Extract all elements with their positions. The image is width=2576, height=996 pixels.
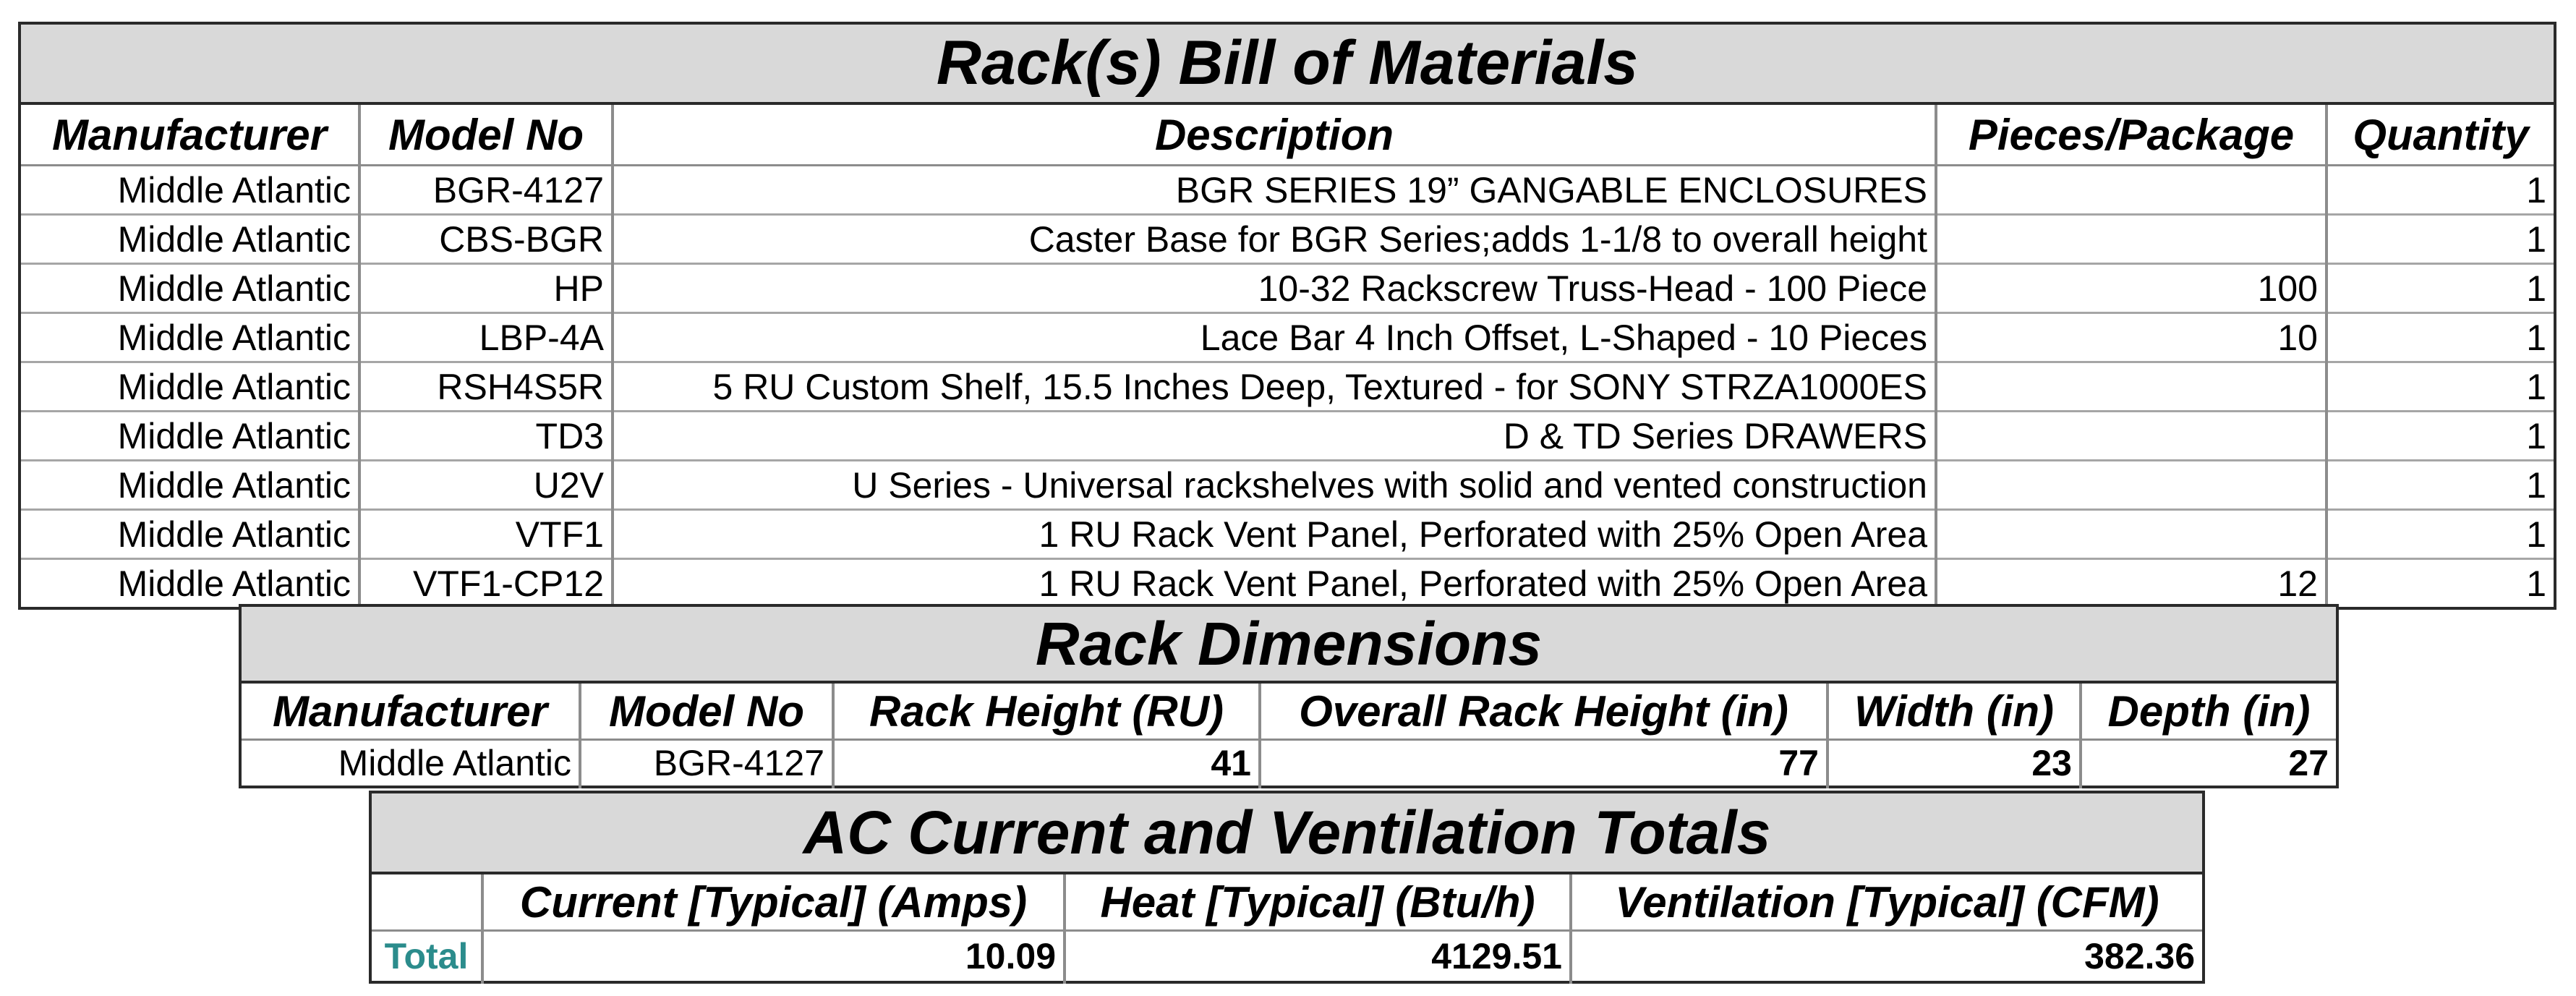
overall-rack-height-cell: 77 <box>1260 740 1827 788</box>
bill-of-materials-table <box>18 22 2556 610</box>
manufacturer-cell: Middle Atlantic <box>20 166 359 215</box>
description-cell: Lace Bar 4 Inch Offset, L-Shaped - 10 Pieces <box>613 313 1936 362</box>
pieces-package-cell <box>1936 166 2326 215</box>
manufacturer-cell: Middle Atlantic <box>20 412 359 461</box>
table-row <box>20 461 2555 510</box>
table-row <box>370 931 2204 983</box>
ventilation-cell: 382.36 <box>1571 931 2204 983</box>
heat-cell: 4129.51 <box>1065 931 1571 983</box>
quantity-cell: 1 <box>2326 510 2555 559</box>
manufacturer-cell: Middle Atlantic <box>338 743 571 783</box>
model-no-cell: VTF1 <box>359 510 613 559</box>
bom-title: Rack(s) Bill of Materials <box>20 23 2555 103</box>
rack-dimensions-table <box>239 604 2339 788</box>
quantity-cell: 1 <box>2326 362 2555 412</box>
description-cell: 1 RU Rack Vent Panel, Perforated with 25% Open Area <box>613 510 1936 559</box>
dim-header-depth: Depth (in) <box>2081 682 2337 740</box>
total-label: Total <box>384 936 469 976</box>
manufacturer-cell: Middle Atlantic <box>20 313 359 362</box>
bom-header-quantity: Quantity <box>2326 103 2555 166</box>
model-no-cell: RSH4S5R <box>359 362 613 412</box>
model-no-cell: BGR-4127 <box>580 740 833 788</box>
manufacturer-cell: Middle Atlantic <box>20 461 359 510</box>
dimensions-header-row <box>240 682 2337 740</box>
table-row <box>20 215 2555 264</box>
pieces-package-cell <box>1936 510 2326 559</box>
bom-header-description: Description <box>613 103 1936 166</box>
dim-header-manufacturer: Manufacturer <box>240 682 580 740</box>
description-cell: Caster Base for BGR Series;adds 1-1/8 to overall height <box>613 215 1936 264</box>
pieces-package-cell <box>1936 461 2326 510</box>
table-row <box>20 510 2555 559</box>
description-cell: D & TD Series DRAWERS <box>613 412 1936 461</box>
table-row <box>20 313 2555 362</box>
quantity-cell: 1 <box>2326 264 2555 313</box>
quantity-cell: 1 <box>2326 166 2555 215</box>
description-cell: 1 RU Rack Vent Panel, Perforated with 25% Open Area <box>613 559 1936 609</box>
table-row <box>20 412 2555 461</box>
bom-header-manufacturer: Manufacturer <box>20 103 359 166</box>
table-row <box>240 740 2337 788</box>
bom-header-model-no: Model No <box>359 103 613 166</box>
rack-dimensions-title: Rack Dimensions <box>240 605 2337 682</box>
manufacturer-cell: Middle Atlantic <box>20 264 359 313</box>
quantity-cell: 1 <box>2326 559 2555 609</box>
rack-height-cell: 41 <box>833 740 1260 788</box>
description-cell: U Series - Universal rackshelves with solid and vented construction <box>613 461 1936 510</box>
dim-header-overall-rack-height: Overall Rack Height (in) <box>1260 682 1827 740</box>
pieces-package-cell: 12 <box>1936 559 2326 609</box>
quantity-cell: 1 <box>2326 412 2555 461</box>
bom-header-row <box>20 103 2555 166</box>
pieces-package-cell <box>1936 215 2326 264</box>
pieces-package-cell: 100 <box>1936 264 2326 313</box>
depth-cell: 27 <box>2081 740 2337 788</box>
dim-header-model-no: Model No <box>580 682 833 740</box>
table-row <box>20 362 2555 412</box>
description-cell: BGR SERIES 19” GANGABLE ENCLOSURES <box>613 166 1936 215</box>
table-row <box>20 166 2555 215</box>
model-no-cell: BGR-4127 <box>359 166 613 215</box>
model-no-cell: HP <box>359 264 613 313</box>
model-no-cell: U2V <box>359 461 613 510</box>
manufacturer-cell: Middle Atlantic <box>20 559 359 609</box>
quantity-cell: 1 <box>2326 461 2555 510</box>
ac-header-heat: Heat [Typical] (Btu/h) <box>1065 873 1571 931</box>
description-cell: 5 RU Custom Shelf, 15.5 Inches Deep, Textured - for SONY STRZA1000ES <box>613 362 1936 412</box>
ac-header-row <box>370 873 2204 931</box>
ac-header-blank <box>370 873 482 931</box>
table-row <box>20 559 2555 609</box>
pieces-package-cell <box>1936 362 2326 412</box>
manufacturer-cell: Middle Atlantic <box>20 215 359 264</box>
dim-header-rack-height: Rack Height (RU) <box>833 682 1260 740</box>
pieces-package-cell: 10 <box>1936 313 2326 362</box>
pieces-package-cell <box>1936 412 2326 461</box>
quantity-cell: 1 <box>2326 215 2555 264</box>
width-cell: 23 <box>1827 740 2081 788</box>
ac-header-ventilation: Ventilation [Typical] (CFM) <box>1571 873 2204 931</box>
ac-current-ventilation-table <box>369 791 2205 984</box>
model-no-cell: TD3 <box>359 412 613 461</box>
table-row <box>20 264 2555 313</box>
model-no-cell: VTF1-CP12 <box>359 559 613 609</box>
model-no-cell: LBP-4A <box>359 313 613 362</box>
quantity-cell: 1 <box>2326 313 2555 362</box>
current-cell: 10.09 <box>482 931 1065 983</box>
manufacturer-cell: Middle Atlantic <box>20 510 359 559</box>
dim-header-width: Width (in) <box>1827 682 2081 740</box>
model-no-cell: CBS-BGR <box>359 215 613 264</box>
bom-header-pieces-package: Pieces/Package <box>1936 103 2326 166</box>
description-cell: 10-32 Rackscrew Truss-Head - 100 Piece <box>613 264 1936 313</box>
ac-totals-title: AC Current and Ventilation Totals <box>370 792 2204 873</box>
ac-header-current: Current [Typical] (Amps) <box>482 873 1065 931</box>
manufacturer-cell: Middle Atlantic <box>20 362 359 412</box>
